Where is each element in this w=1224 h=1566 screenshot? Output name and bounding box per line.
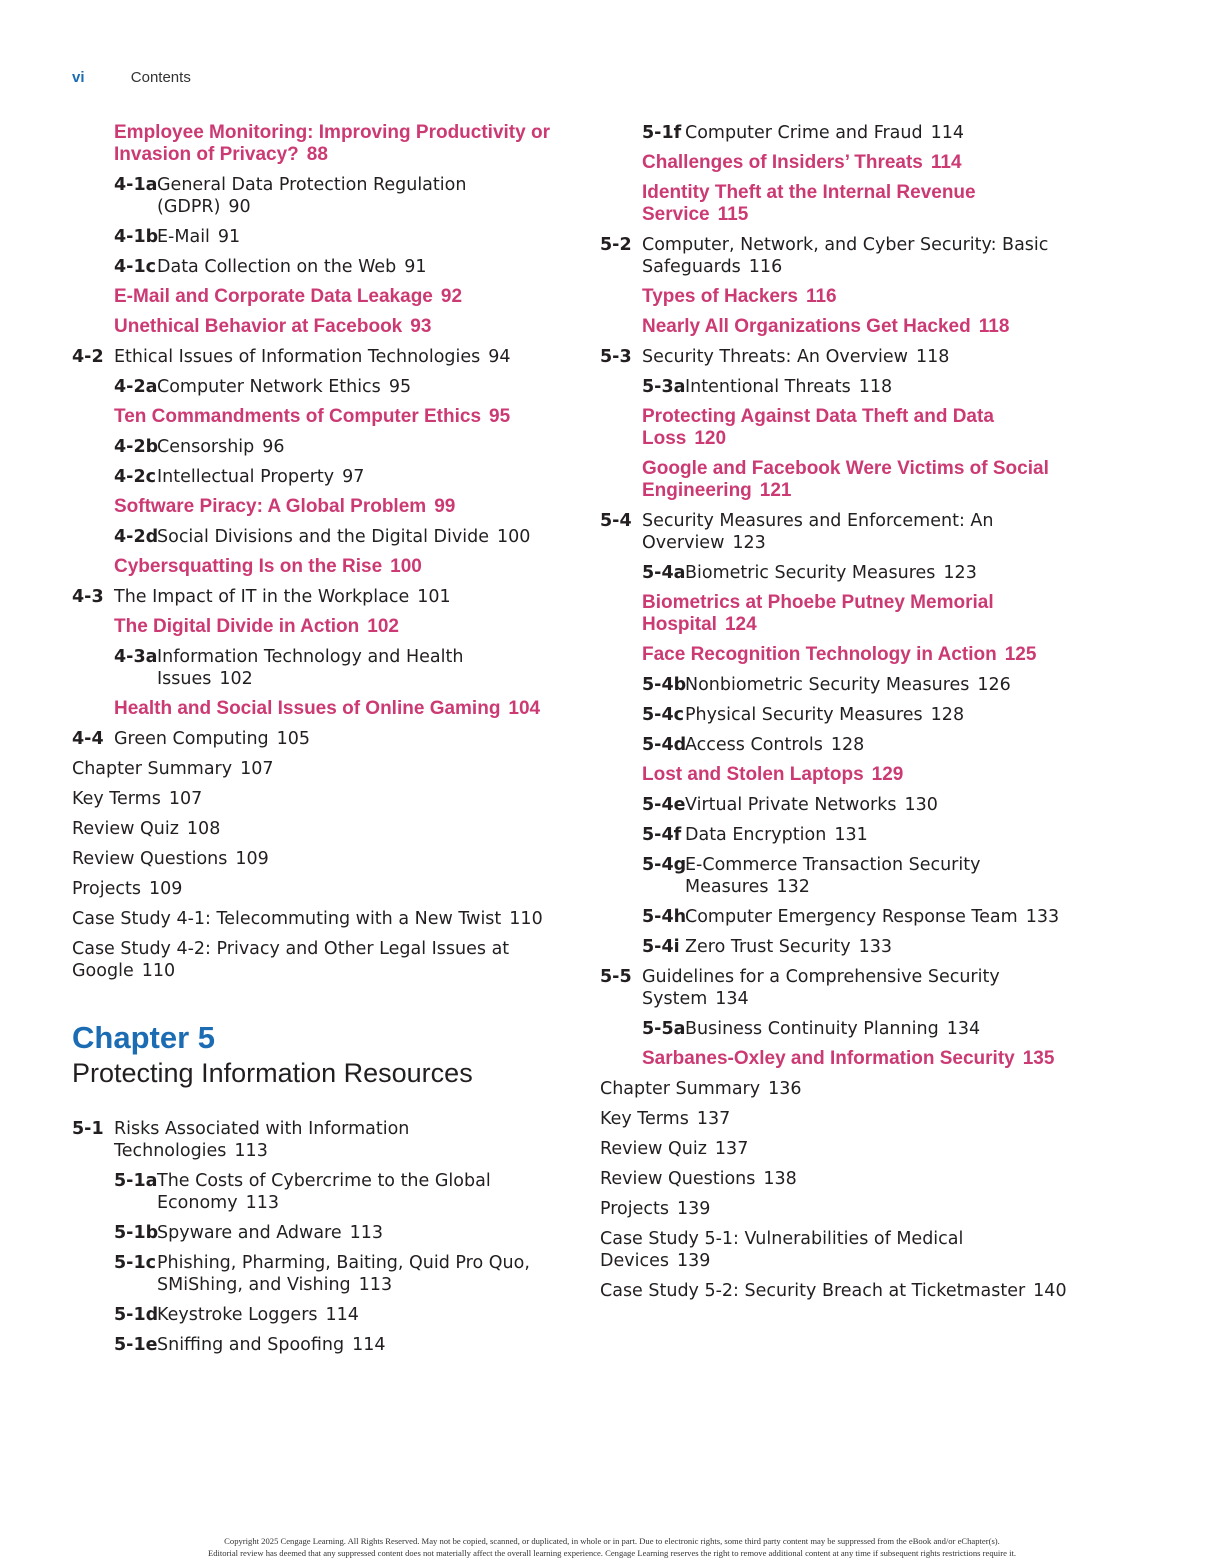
- toc-entry[interactable]: [642, 182, 1070, 226]
- entry-page-number: 108: [186, 819, 221, 839]
- toc-entry[interactable]: [114, 1170, 562, 1214]
- toc-entry[interactable]: [642, 562, 1070, 584]
- entry-title: Chapter Summary: [72, 759, 233, 779]
- entry-page-number: 107: [168, 789, 203, 809]
- toc-entry[interactable]: [642, 1018, 1070, 1040]
- entry-page-number: 96: [262, 437, 285, 457]
- entry-title: Ethical Issues of Information Technologies: [114, 347, 481, 367]
- toc-list-chapter5: [72, 1118, 562, 1356]
- toc-entry[interactable]: [72, 848, 562, 870]
- chapter-title: Protecting Information Resources: [72, 1058, 473, 1088]
- entry-title: Lost and Stolen Laptops: [642, 764, 864, 785]
- entry-title: E-Mail and Corporate Data Leakage: [114, 286, 433, 307]
- entry-title: Chapter Summary: [600, 1079, 761, 1099]
- entry-number: 5-4c: [642, 705, 684, 725]
- toc-list-chapter4: [72, 122, 562, 982]
- toc-entry[interactable]: [114, 616, 562, 638]
- toc-entry[interactable]: [72, 788, 562, 810]
- entry-number: 5-4f: [642, 825, 682, 845]
- entry-page-number: 118: [915, 347, 950, 367]
- toc-entry[interactable]: [114, 376, 562, 398]
- entry-page-number: 136: [768, 1079, 802, 1099]
- entry-number: 4-2d: [114, 527, 159, 547]
- entry-title: Censorship: [157, 437, 255, 457]
- toc-entry[interactable]: [642, 316, 1070, 338]
- entry-title: Google and Facebook Were Victims of Social Engineering: [642, 458, 1049, 501]
- entry-number: 4-4: [72, 729, 104, 749]
- entry-title: Computer Network Ethics: [157, 377, 381, 397]
- entry-title: Physical Security Measures: [685, 705, 923, 725]
- toc-entry[interactable]: [114, 1252, 562, 1296]
- toc-entry[interactable]: [114, 286, 562, 308]
- entry-page-number: 102: [219, 669, 253, 689]
- entry-page-number: 113: [349, 1223, 384, 1243]
- toc-entry[interactable]: [600, 234, 1070, 278]
- entry-page-number: 130: [904, 795, 938, 815]
- toc-entry[interactable]: [642, 906, 1070, 928]
- toc-entry[interactable]: [72, 728, 562, 750]
- toc-entry[interactable]: [642, 854, 1070, 898]
- entry-title: Phishing, Pharming, Baiting, Quid Pro Quo, SMiShing, and Vishing: [157, 1253, 530, 1295]
- entry-page-number: 100: [496, 527, 531, 547]
- entry-title: Review Questions: [72, 849, 228, 869]
- entry-title: Intellectual Property: [157, 467, 335, 487]
- entry-number: 5-4: [600, 511, 632, 531]
- toc-entry[interactable]: [114, 526, 562, 548]
- entry-title: Intentional Threats: [685, 377, 851, 397]
- entry-page-number: 116: [805, 286, 837, 307]
- entry-title: Access Controls: [685, 735, 823, 755]
- entry-page-number: 113: [245, 1193, 279, 1213]
- entry-title: Identity Theft at the Internal Revenue Service: [642, 182, 976, 225]
- entry-page-number: 132: [776, 877, 810, 897]
- entry-number: 4-3a: [114, 647, 158, 667]
- toc-entry[interactable]: [114, 406, 562, 428]
- entry-title: Computer, Network, and Cyber Security: Basic Safeguards: [642, 235, 1049, 277]
- toc-entry[interactable]: [114, 436, 562, 458]
- toc-list-chapter5-continued: [600, 122, 1070, 1302]
- entry-title: Review Quiz: [600, 1139, 707, 1159]
- entry-number: 5-1: [72, 1119, 104, 1139]
- entry-page-number: 126: [977, 675, 1011, 695]
- toc-entry[interactable]: [642, 644, 1070, 666]
- entry-page-number: 114: [930, 152, 962, 173]
- entry-number: 4-1c: [114, 257, 156, 277]
- entry-page-number: 95: [388, 377, 412, 397]
- entry-title: Review Quiz: [72, 819, 179, 839]
- entry-page-number: 101: [417, 587, 451, 607]
- entry-number: 4-1a: [114, 175, 158, 195]
- chapter-heading: [72, 1020, 562, 1090]
- entry-page-number: 121: [759, 480, 792, 501]
- entry-title: Virtual Private Networks: [685, 795, 897, 815]
- entry-page-number: 114: [930, 123, 965, 143]
- entry-title: Data Encryption: [685, 825, 827, 845]
- copyright-line: Copyright 2025 Cengage Learning. All Rights Reserved. May not be copied, scanned, or duplicated, in whole or in part. Due to electronic rights, some third party content may be suppressed from the eBook and/or eChapter(s).: [224, 1536, 1000, 1546]
- toc-entry[interactable]: [114, 646, 562, 690]
- toc-entry[interactable]: [600, 1198, 1070, 1220]
- toc-entry[interactable]: [600, 1228, 1070, 1272]
- entry-page-number: 118: [858, 377, 893, 397]
- entry-number: 5-4g: [642, 855, 687, 875]
- toc-entry[interactable]: [72, 346, 562, 368]
- entry-number: 5-4e: [642, 795, 686, 815]
- entry-page-number: 95: [489, 406, 511, 427]
- entry-number: 5-5a: [642, 1019, 686, 1039]
- entry-page-number: 139: [676, 1251, 711, 1271]
- entry-number: 5-2: [600, 235, 632, 255]
- copyright-notice: [0, 1535, 1224, 1559]
- entry-number: 4-2: [72, 347, 104, 367]
- toc-entry[interactable]: [114, 698, 562, 720]
- entry-page-number: 140: [1033, 1281, 1067, 1301]
- entry-number: 5-5: [600, 967, 632, 987]
- entry-page-number: 120: [694, 428, 727, 449]
- entry-page-number: 115: [717, 204, 749, 225]
- entry-page-number: 113: [358, 1275, 393, 1295]
- entry-title: Case Study 4-1: Telecommuting with a New Twist: [72, 909, 502, 929]
- toc-entry[interactable]: [114, 466, 562, 488]
- entry-title: Business Continuity Planning: [685, 1019, 939, 1039]
- toc-entry[interactable]: [642, 592, 1070, 636]
- entry-title: Case Study 4-2: Privacy and Other Legal Issues at Google: [72, 939, 510, 981]
- toc-entry[interactable]: [72, 1118, 562, 1162]
- toc-entry[interactable]: [642, 764, 1070, 786]
- entry-page-number: 107: [240, 759, 274, 779]
- entry-page-number: 92: [440, 286, 463, 307]
- entry-title: Unethical Behavior at Facebook: [114, 316, 403, 337]
- toc-entry[interactable]: [114, 496, 562, 518]
- toc-entry[interactable]: [642, 674, 1070, 696]
- toc-entry[interactable]: [642, 704, 1070, 726]
- entry-number: 5-4a: [642, 563, 686, 583]
- entry-page-number: 93: [410, 316, 432, 337]
- entry-page-number: 131: [834, 825, 868, 845]
- toc-entry[interactable]: [72, 938, 562, 982]
- entry-number: 5-1d: [114, 1305, 159, 1325]
- entry-title: Health and Social Issues of Online Gaming: [114, 698, 501, 719]
- entry-title: General Data Protection Regulation (GDPR): [157, 175, 467, 217]
- entry-number: 5-3: [600, 347, 632, 367]
- toc-left-column: [72, 122, 562, 1364]
- entry-page-number: 135: [1022, 1048, 1055, 1069]
- toc-entry[interactable]: [642, 458, 1070, 502]
- entry-number: 5-1e: [114, 1335, 158, 1355]
- entry-title: Key Terms: [600, 1109, 689, 1129]
- entry-title: Protecting Against Data Theft and Data Loss: [642, 406, 994, 449]
- entry-title: Zero Trust Security: [685, 937, 851, 957]
- toc-entry[interactable]: [642, 734, 1070, 756]
- entry-page-number: 110: [141, 961, 176, 981]
- toc-entry[interactable]: [600, 510, 1070, 554]
- toc-entry[interactable]: [642, 794, 1070, 816]
- toc-entry[interactable]: [114, 556, 562, 578]
- entry-title: Cybersquatting Is on the Rise: [114, 556, 383, 577]
- entry-page-number: 134: [946, 1019, 981, 1039]
- entry-page-number: 91: [404, 257, 427, 277]
- entry-page-number: 114: [352, 1335, 386, 1355]
- entry-number: 5-1c: [114, 1253, 156, 1273]
- toc-entry[interactable]: [72, 758, 562, 780]
- entry-title: Risks Associated with Information Technologies: [114, 1119, 410, 1161]
- toc-entry[interactable]: [72, 818, 562, 840]
- toc-entry[interactable]: [72, 908, 562, 930]
- entry-page-number: 99: [434, 496, 456, 517]
- entry-title: E-Mail: [157, 227, 210, 247]
- toc-entry[interactable]: [642, 376, 1070, 398]
- entry-title: Security Measures and Enforcement: An Overview: [642, 511, 994, 553]
- entry-page-number: 104: [508, 698, 541, 719]
- running-head: Contents: [130, 69, 191, 86]
- entry-page-number: 124: [724, 614, 757, 635]
- entry-title: Case Study 5-2: Security Breach at Ticketmaster: [600, 1281, 1026, 1301]
- entry-title: Data Collection on the Web: [157, 257, 397, 277]
- entry-title: Projects: [72, 879, 141, 899]
- entry-number: 5-1a: [114, 1171, 158, 1191]
- entry-title: Social Divisions and the Digital Divide: [157, 527, 489, 547]
- entry-title: Spyware and Adware: [157, 1223, 342, 1243]
- entry-page-number: 114: [325, 1305, 359, 1325]
- entry-page-number: 137: [714, 1139, 749, 1159]
- entry-page-number: 110: [509, 909, 543, 929]
- entry-page-number: 109: [235, 849, 269, 869]
- entry-title: The Digital Divide in Action: [114, 616, 360, 637]
- entry-page-number: 123: [943, 563, 977, 583]
- entry-title: Biometric Security Measures: [685, 563, 936, 583]
- toc-entry[interactable]: [642, 824, 1070, 846]
- entry-page-number: 138: [763, 1169, 797, 1189]
- entry-title: Nonbiometric Security Measures: [685, 675, 970, 695]
- entry-number: 5-3a: [642, 377, 686, 397]
- toc-entry[interactable]: [600, 966, 1070, 1010]
- entry-number: 5-4h: [642, 907, 687, 927]
- entry-number: 5-4i: [642, 937, 680, 957]
- entry-title: The Costs of Cybercrime to the Global Economy: [157, 1171, 491, 1213]
- entry-page-number: 105: [276, 729, 311, 749]
- entry-title: Review Questions: [600, 1169, 756, 1189]
- toc-entry[interactable]: [600, 1280, 1070, 1302]
- entry-page-number: 113: [234, 1141, 268, 1161]
- entry-page-number: 97: [342, 467, 365, 487]
- toc-entry[interactable]: [114, 256, 562, 278]
- entry-title: Software Piracy: A Global Problem: [114, 496, 427, 517]
- entry-page-number: 137: [696, 1109, 731, 1129]
- entry-title: Ten Commandments of Computer Ethics: [114, 406, 482, 427]
- toc-entry[interactable]: [114, 316, 562, 338]
- entry-page-number: 88: [306, 144, 328, 165]
- entry-title: Key Terms: [72, 789, 161, 809]
- entry-page-number: 125: [1004, 644, 1037, 665]
- toc-entry[interactable]: [114, 1334, 562, 1356]
- toc-entry[interactable]: [114, 226, 562, 248]
- toc-entry[interactable]: [114, 1304, 562, 1326]
- entry-title: Security Threats: An Overview: [642, 347, 908, 367]
- entry-page-number: 128: [830, 735, 865, 755]
- toc-entry[interactable]: [600, 1168, 1070, 1190]
- entry-page-number: 129: [871, 764, 904, 785]
- entry-title: Sniffing and Spoofing: [157, 1335, 345, 1355]
- toc-entry[interactable]: [114, 122, 562, 166]
- toc-entry[interactable]: [600, 1078, 1070, 1100]
- entry-title: Keystroke Loggers: [157, 1305, 318, 1325]
- toc-entry[interactable]: [642, 286, 1070, 308]
- toc-entry[interactable]: [642, 406, 1070, 450]
- entry-page-number: 90: [228, 197, 251, 217]
- entry-number: 4-1b: [114, 227, 159, 247]
- entry-page-number: 128: [930, 705, 965, 725]
- copyright-line: Editorial review has deemed that any suppressed content does not materially affect the overall learning experience. Cengage Learning reserves the right to remove additional content at any time if subsequent rights restrictions require it.: [207, 1548, 1017, 1558]
- entry-title: Sarbanes-Oxley and Information Security: [642, 1048, 1015, 1069]
- entry-number: 4-2b: [114, 437, 159, 457]
- entry-title: Projects: [600, 1199, 669, 1219]
- entry-page-number: 116: [748, 257, 783, 277]
- entry-title: The Impact of IT in the Workplace: [114, 587, 410, 607]
- entry-title: Face Recognition Technology in Action: [642, 644, 997, 665]
- entry-number: 5-4b: [642, 675, 687, 695]
- toc-entry[interactable]: [72, 878, 562, 900]
- entry-number: 5-1b: [114, 1223, 159, 1243]
- entry-title: Challenges of Insiders’ Threats: [642, 152, 923, 173]
- toc-entry[interactable]: [114, 1222, 562, 1244]
- entry-page-number: 139: [677, 1199, 711, 1219]
- entry-page-number: 100: [390, 556, 422, 577]
- toc-right-column: [600, 122, 1070, 1310]
- toc-entry[interactable]: [642, 152, 1070, 174]
- entry-page-number: 94: [488, 347, 511, 367]
- toc-entry[interactable]: [72, 586, 562, 608]
- entry-page-number: 123: [732, 533, 766, 553]
- toc-entry[interactable]: [642, 122, 1070, 144]
- entry-title: Guidelines for a Comprehensive Security System: [642, 967, 1000, 1009]
- entry-page-number: 102: [367, 616, 399, 637]
- entry-page-number: 133: [858, 937, 893, 957]
- entry-title: Information Technology and Health Issues: [157, 647, 464, 689]
- entry-number: 4-3: [72, 587, 104, 607]
- entry-page-number: 118: [978, 316, 1010, 337]
- toc-entry[interactable]: [600, 346, 1070, 368]
- entry-title: Nearly All Organizations Get Hacked: [642, 316, 971, 337]
- entry-title: E-Commerce Transaction Security Measures: [685, 855, 981, 897]
- page-number: vi: [72, 69, 85, 86]
- chapter-number: Chapter 5: [72, 1020, 215, 1055]
- entry-title: Computer Emergency Response Team: [685, 907, 1018, 927]
- toc-entry[interactable]: [600, 1138, 1070, 1160]
- entry-title: Employee Monitoring: Improving Productivity or Invasion of Privacy?: [114, 122, 550, 165]
- entry-page-number: 134: [715, 989, 749, 1009]
- entry-page-number: 109: [149, 879, 183, 899]
- page-header: [72, 68, 191, 86]
- toc-entry[interactable]: [600, 1108, 1070, 1130]
- entry-number: 5-1f: [642, 123, 682, 143]
- entry-title: Case Study 5-1: Vulnerabilities of Medical Devices: [600, 1229, 964, 1271]
- entry-page-number: 91: [217, 227, 241, 247]
- entry-page-number: 133: [1025, 907, 1060, 927]
- entry-title: Biometrics at Phoebe Putney Memorial Hospital: [642, 592, 994, 635]
- toc-entry[interactable]: [642, 1048, 1070, 1070]
- toc-entry[interactable]: [114, 174, 562, 218]
- entry-title: Computer Crime and Fraud: [685, 123, 923, 143]
- entry-number: 5-4d: [642, 735, 687, 755]
- entry-number: 4-2a: [114, 377, 158, 397]
- toc-entry[interactable]: [642, 936, 1070, 958]
- entry-title: Types of Hackers: [642, 286, 798, 307]
- entry-number: 4-2c: [114, 467, 156, 487]
- entry-title: Green Computing: [114, 729, 269, 749]
